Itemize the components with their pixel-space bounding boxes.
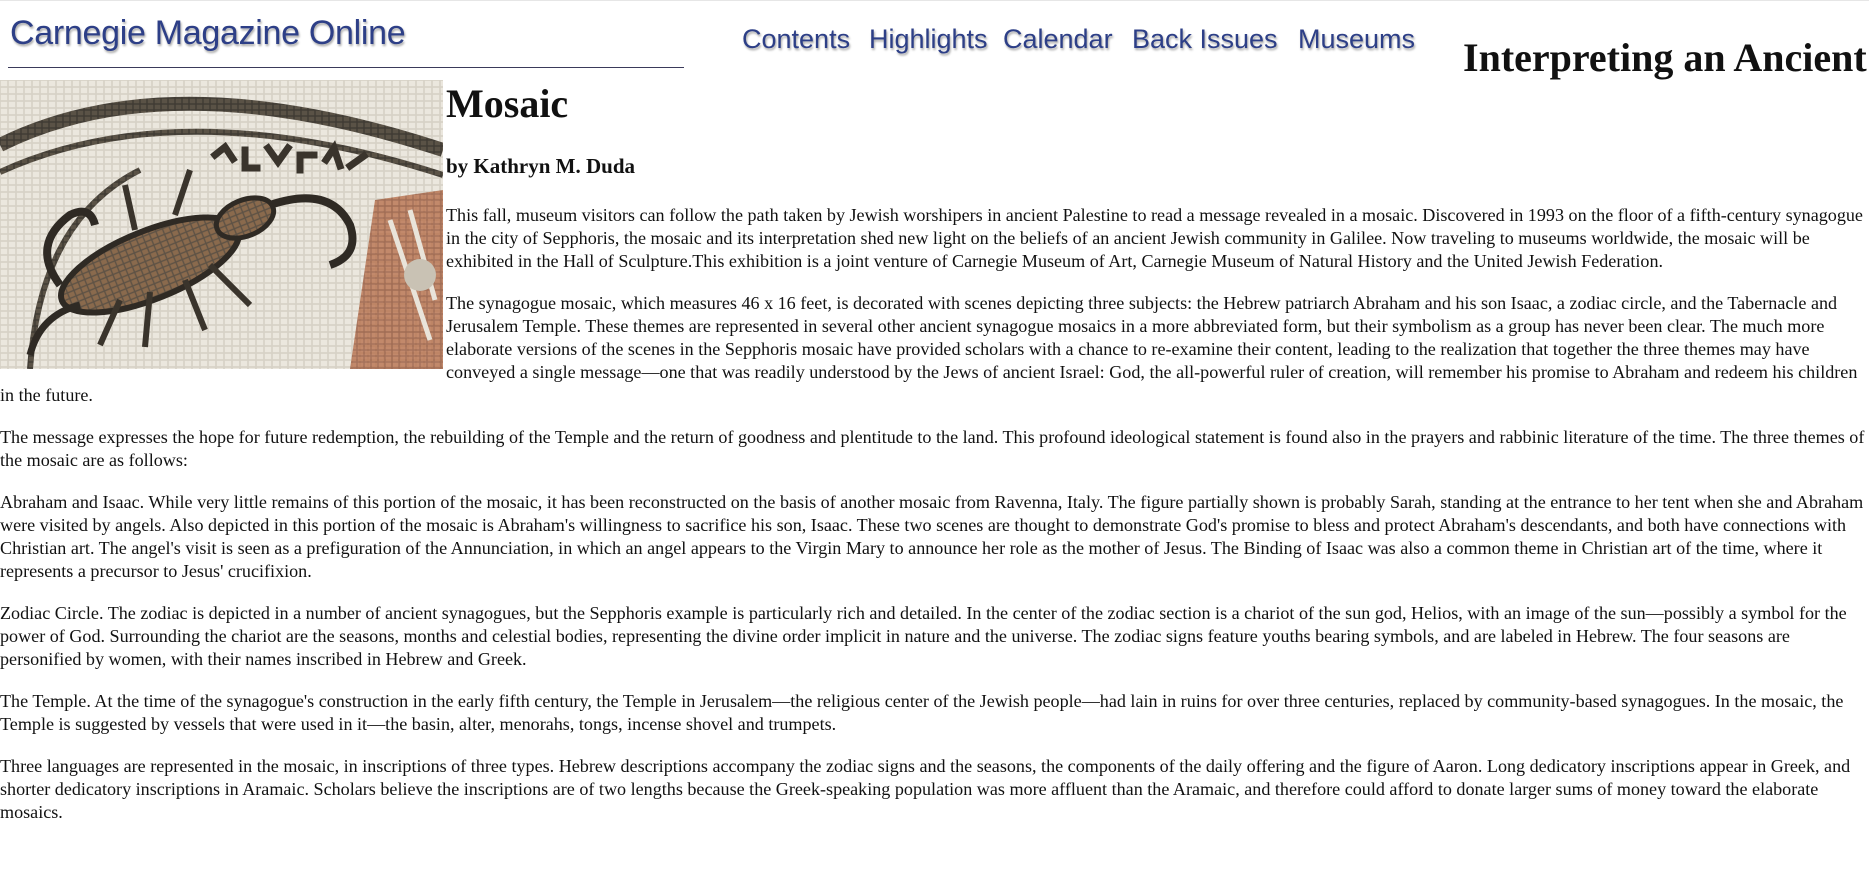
nav-back-issues-link[interactable]: Back Issues: [1132, 24, 1278, 54]
article-title-line1: Interpreting an Ancient: [1463, 35, 1867, 80]
article-body: [0, 204, 1869, 843]
article-byline: by Kathryn M. Duda: [446, 154, 636, 178]
site-title[interactable]: Carnegie Magazine Online: [10, 14, 406, 52]
article-title-line2: Mosaic: [446, 81, 569, 126]
article-paragraph: The Temple. At the time of the synagogue's construction in the early fifth century, the Temple in Jerusalem—the religious center of the Jewish people—had lain in ruins for over three centuries, replaced by community-based synagogues. In the mosaic, the Temple is suggested by vessels that were used in it—the basin, alter, menorahs, tongs, incense shovel and trumpets.: [0, 691, 1844, 734]
article-paragraph: Abraham and Isaac. While very little remains of this portion of the mosaic, it has been reconstructed on the basis of another mosaic from Ravenna, Italy. The figure partially shown is probably Sarah, standing at the entrance to her tent when she and Abraham were visited by angels. Also depicted in this portion of the mosaic is Abraham's willingness to sacrifice his son, Isaac. These two scenes are thought to demonstrate God's promise to bless and protect Abraham's descendants, and both have connections with Christian art. The angel's visit is seen as a prefiguration of the Annunciation, in which an angel appears to the Virgin Mary to announce her role as the mother of Jesus. The Binding of Isaac was also a common theme in Christian art of the time, where it represents a precursor to Jesus' crucifixion.: [0, 492, 1864, 581]
nav-calendar-link[interactable]: Calendar: [1003, 24, 1113, 54]
image-float-spacer: [0, 204, 446, 368]
article-paragraph: The message expresses the hope for future redemption, the rebuilding of the Temple and the return of goodness and plentitude to the land. This profound ideological statement is found also in the prayers and rabbinic literature of the time. The three themes of the mosaic are as follows:: [0, 427, 1865, 470]
masthead-divider: [8, 67, 684, 68]
page-top-border: [0, 0, 1869, 1]
nav-highlights-link[interactable]: Highlights: [869, 24, 988, 54]
nav-museums-link[interactable]: Museums: [1298, 24, 1416, 54]
article-paragraph: Zodiac Circle. The zodiac is depicted in a number of ancient synagogues, but the Sepphoris example is particularly rich and detailed. In the center of the zodiac section is a chariot of the sun god, Helios, with an image of the sun—possibly a symbol for the power of God. Surrounding the chariot are the seasons, months and celestial bodies, representing the divine order implicit in nature and the universe. The zodiac signs feature youths bearing symbols, and are labeled in Hebrew. The four seasons are personified by women, with their names inscribed in Hebrew and Greek.: [0, 603, 1847, 669]
article-paragraph: The synagogue mosaic, which measures 46 x 16 feet, is decorated with scenes depicting three subjects: the Hebrew patriarch Abraham and his son Isaac, a zodiac circle, and the Tabernacle and Jerusalem Temple. These themes are represented in several other ancient synagogue mosaics in a more abbreviated form, but their symbolism as a group has never been clear. The much more elaborate versions of the scenes in the Sepphoris mosaic have provided scholars with a chance to re-examine their content, leading to the realization that together the three themes may have conveyed a single message—one that was readily understood by the Jews of ancient Israel: God, the all-powerful ruler of creation, will remember his promise to Abraham and redeem his children in the future.: [0, 293, 1858, 405]
article-paragraph: Three languages are represented in the mosaic, in inscriptions of three types. Hebrew descriptions accompany the zodiac signs and the seasons, the components of the daily offering and the figure of Aaron. Long dedicatory inscriptions appear in Greek, and shorter dedicatory inscriptions in Aramaic. Scholars believe the inscriptions are of two lengths because the Greek-speaking population was more affluent than the Aramaic, and therefore could afford to donate larger sums of money toward the elaborate mosaics.: [0, 756, 1851, 822]
article-paragraph: This fall, museum visitors can follow the path taken by Jewish worshipers in ancient Palestine to read a message revealed in a mosaic. Discovered in 1993 on the floor of a fifth-century synagogue in the city of Sepphoris, the mosaic and its interpretation shed new light on the beliefs of an ancient Jewish community in Galilee. Now traveling to museums worldwide, the mosaic will be exhibited in the Hall of Sculpture.This exhibition is a joint venture of Carnegie Museum of Art, Carnegie Museum of Natural History and the United Jewish Federation.: [446, 205, 1863, 271]
nav-contents-link[interactable]: Contents: [742, 24, 851, 54]
